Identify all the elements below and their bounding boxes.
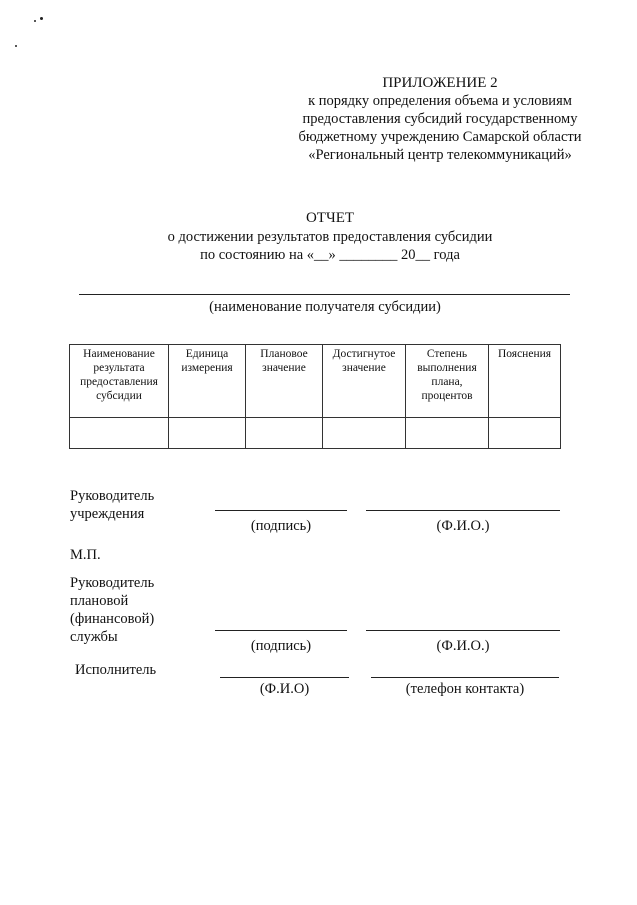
head-sign-caption: (подпись) (250, 518, 312, 534)
table-cell[interactable] (169, 418, 246, 449)
appendix-line: бюджетному учреждению Самарской области (298, 129, 582, 145)
finance-head-label (70, 574, 154, 646)
head-signature-line[interactable] (215, 510, 347, 511)
table-row (70, 418, 561, 449)
col-header-notes: Пояснения (489, 345, 561, 418)
finance-head-label-line: (финансовой) (70, 611, 155, 627)
report-title: ОТЧЕТ (305, 210, 355, 226)
results-table (69, 344, 561, 449)
scan-speck (40, 17, 43, 20)
appendix-header (250, 74, 630, 164)
recipient-name-line[interactable] (79, 294, 570, 295)
appendix-line: предоставления субсидий государственному (302, 111, 578, 127)
appendix-title: ПРИЛОЖЕНИЕ 2 (382, 75, 498, 91)
head-name-caption: (Ф.И.О.) (436, 518, 490, 534)
table-cell[interactable] (323, 418, 406, 449)
executor-phone-line[interactable] (371, 677, 559, 678)
scan-speck (34, 20, 36, 22)
executor-name-caption: (Ф.И.О) (259, 681, 310, 697)
col-header-result-name: Наименование результата предоставления субсидии (70, 345, 169, 418)
report-date-line: по состоянию на «__» ________ 20__ года (200, 247, 460, 263)
scan-speck (15, 45, 17, 47)
head-name-line[interactable] (366, 510, 560, 511)
executor-phone-caption: (телефон контакта) (405, 681, 525, 697)
appendix-line: к порядку определения объема и условиям (308, 93, 572, 109)
executor-label: Исполнитель (75, 662, 157, 678)
executor-name-line[interactable] (220, 677, 349, 678)
table-header-row (70, 345, 561, 418)
finance-head-name-line[interactable] (366, 630, 560, 631)
col-header-planned-value: Плановое значение (246, 345, 323, 418)
col-header-unit: Единица измерения (169, 345, 246, 418)
appendix-line: «Региональный центр телекоммуникаций» (308, 147, 572, 163)
stamp-label: М.П. (70, 547, 101, 563)
finance-head-label-line: Руководитель (70, 575, 155, 591)
col-header-completion-percent: Степень выполнения плана, процентов (406, 345, 489, 418)
recipient-caption: (наименование получателя субсидии) (209, 299, 441, 315)
head-label (70, 487, 154, 523)
col-header-achieved-value: Достигнутое значение (323, 345, 406, 418)
table-cell[interactable] (246, 418, 323, 449)
finance-head-sign-caption: (подпись) (250, 638, 312, 654)
finance-head-label-line: плановой (70, 593, 129, 609)
table-cell[interactable] (489, 418, 561, 449)
finance-head-name-caption: (Ф.И.О.) (436, 638, 490, 654)
table-cell[interactable] (406, 418, 489, 449)
finance-head-signature-line[interactable] (215, 630, 347, 631)
report-heading (100, 209, 560, 264)
table-cell[interactable] (70, 418, 169, 449)
head-label-line: Руководитель (70, 488, 155, 504)
finance-head-label-line: службы (70, 629, 118, 645)
head-label-line: учреждения (70, 506, 145, 522)
report-subtitle: о достижении результатов предоставления субсидии (167, 229, 493, 245)
